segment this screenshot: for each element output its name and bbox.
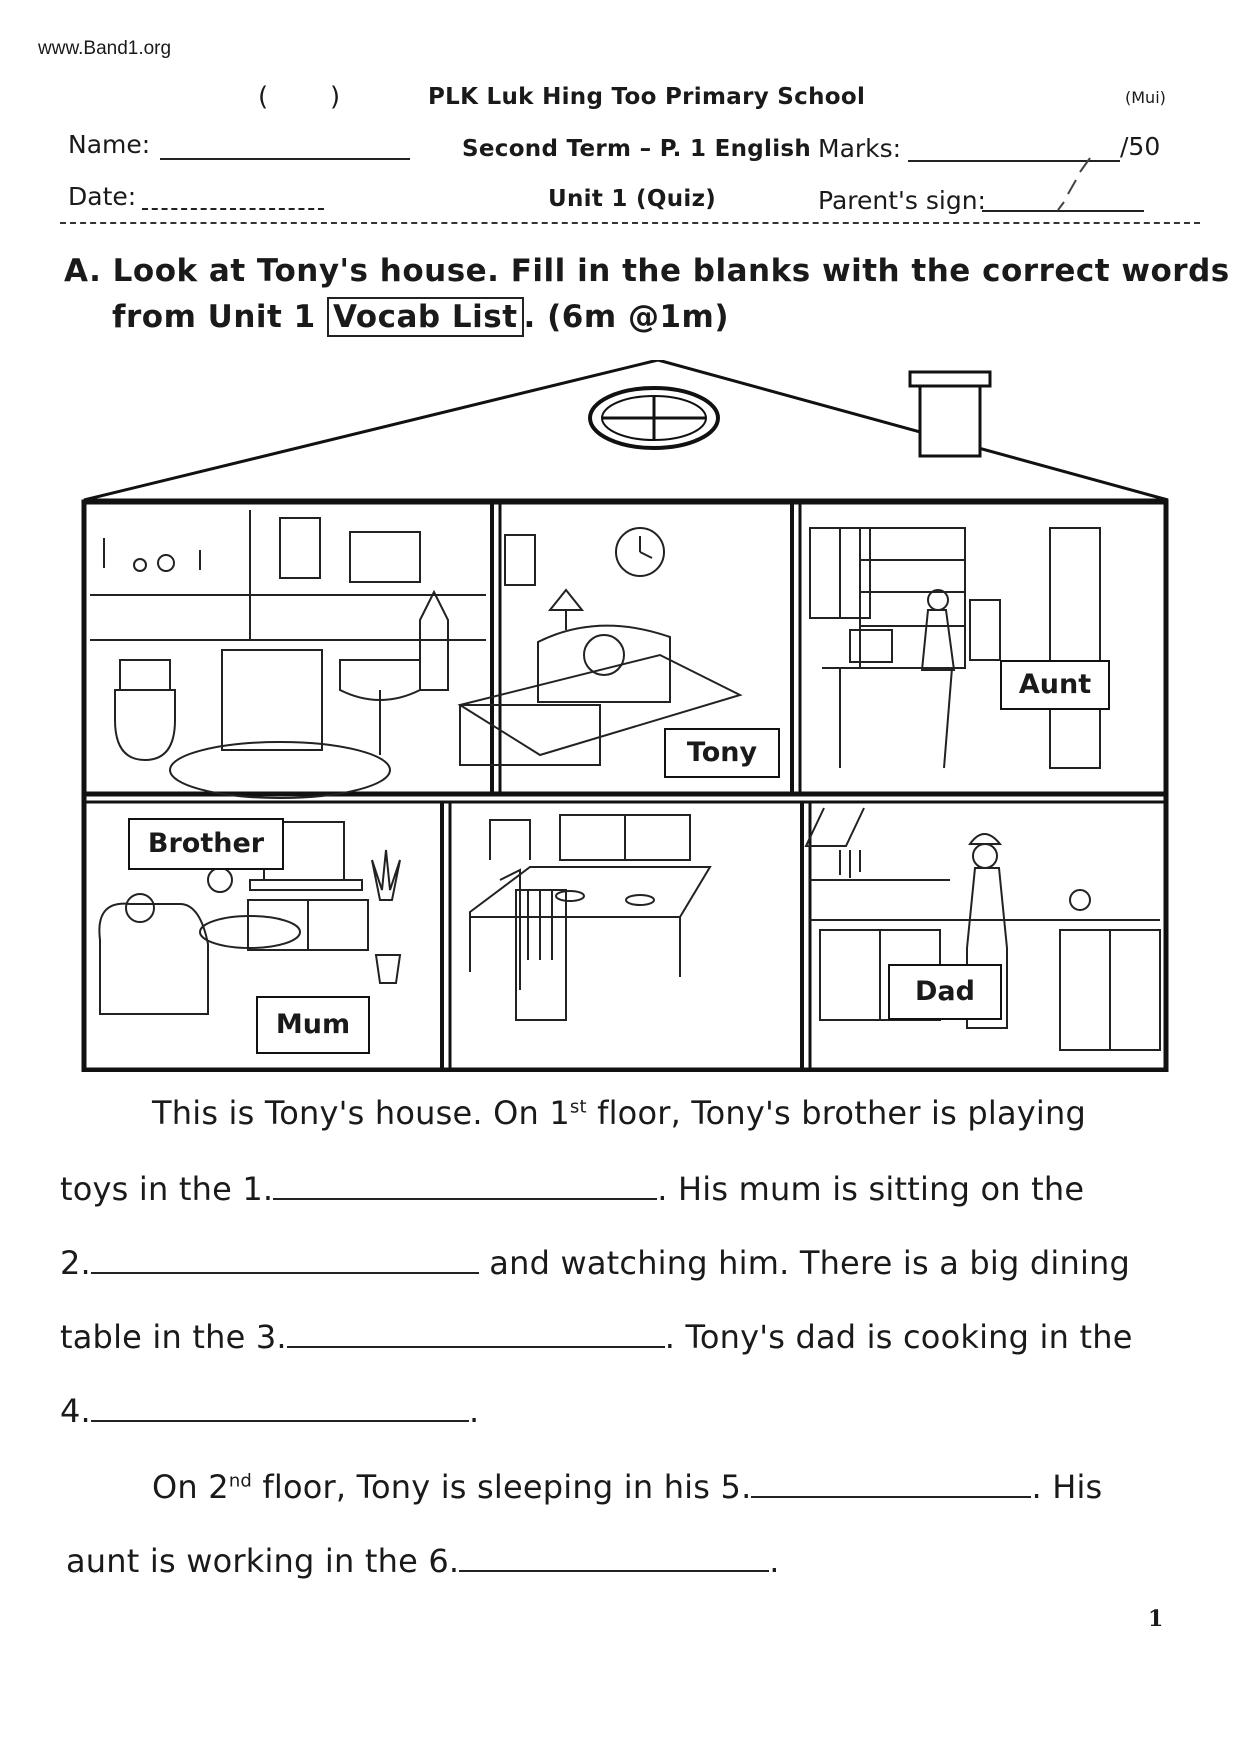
marks-total: /50 [1120, 132, 1161, 161]
parent-sign-label: Parent's sign: [818, 186, 986, 215]
text: . Tony's dad is cooking in the [664, 1318, 1133, 1356]
house-illustration [80, 360, 1170, 1072]
attic-window [590, 388, 718, 448]
label-mum: Mum [256, 996, 370, 1054]
text: 4. [60, 1392, 91, 1430]
vocab-list-box: Vocab List [327, 297, 524, 337]
label-tony: Tony [664, 728, 780, 778]
website-url: www.Band1.org [38, 38, 172, 59]
passage-line-6 [152, 1468, 1102, 1506]
class-number-open: ( [258, 82, 269, 112]
class-number-close: ) [330, 82, 341, 112]
passage-line-5 [60, 1392, 479, 1430]
text: . His mum is sitting on the [657, 1170, 1085, 1208]
instruction-pre: from Unit 1 [112, 299, 316, 335]
date-label: Date: [68, 182, 137, 211]
text: floor, Tony is sleeping in his 5. [252, 1468, 752, 1506]
instruction-post: . (6m @1m) [523, 299, 729, 335]
term-title: Second Term – P. 1 English [462, 136, 812, 162]
label-dad: Dad [888, 964, 1002, 1020]
text: This is Tony's house. On 1 [152, 1094, 570, 1132]
page-number: 1 [1148, 1606, 1164, 1632]
name-label: Name: [68, 130, 151, 159]
text: . [769, 1542, 780, 1580]
text: 2. [60, 1244, 91, 1282]
blank-3-input[interactable] [287, 1320, 665, 1348]
name-field[interactable] [160, 158, 410, 160]
school-name: PLK Luk Hing Too Primary School [428, 84, 866, 110]
text: . [468, 1392, 480, 1430]
text: toys in the 1. [60, 1170, 274, 1208]
blank-1-input[interactable] [273, 1172, 657, 1200]
text: On 2 [152, 1468, 229, 1506]
label-aunt: Aunt [1000, 660, 1110, 710]
text: floor, Tony's brother is playing [586, 1094, 1087, 1132]
label-brother: Brother [128, 818, 284, 870]
blank-5-input[interactable] [751, 1470, 1031, 1498]
ordinal-suffix: st [569, 1096, 587, 1118]
blank-4-input[interactable] [91, 1394, 469, 1422]
text: and watching him. There is a big dining [478, 1244, 1131, 1282]
teacher-code: (Mui) [1125, 88, 1166, 107]
marks-label: Marks: [818, 134, 902, 163]
chimney [910, 372, 990, 456]
tick-mark [1050, 150, 1120, 215]
instruction-line1: Look at Tony's house. Fill in the blanks with the correct words [112, 253, 1230, 289]
blank-2-input[interactable] [91, 1246, 479, 1274]
header-divider [60, 222, 1200, 224]
text: aunt is working in the 6. [66, 1542, 460, 1580]
ordinal-suffix: nd [228, 1470, 253, 1492]
passage-line-4 [60, 1318, 1133, 1356]
passage-line-7 [66, 1542, 780, 1580]
unit-title: Unit 1 (Quiz) [548, 186, 717, 212]
section-label: A. [64, 253, 102, 289]
text: . His [1031, 1468, 1103, 1506]
blank-6-input[interactable] [459, 1544, 769, 1572]
passage-line-3 [60, 1244, 1130, 1282]
section-a-instruction [64, 248, 1230, 340]
passage-line-1 [152, 1094, 1086, 1132]
date-field[interactable] [142, 208, 324, 210]
text: table in the 3. [60, 1318, 287, 1356]
passage-line-2 [60, 1170, 1084, 1208]
